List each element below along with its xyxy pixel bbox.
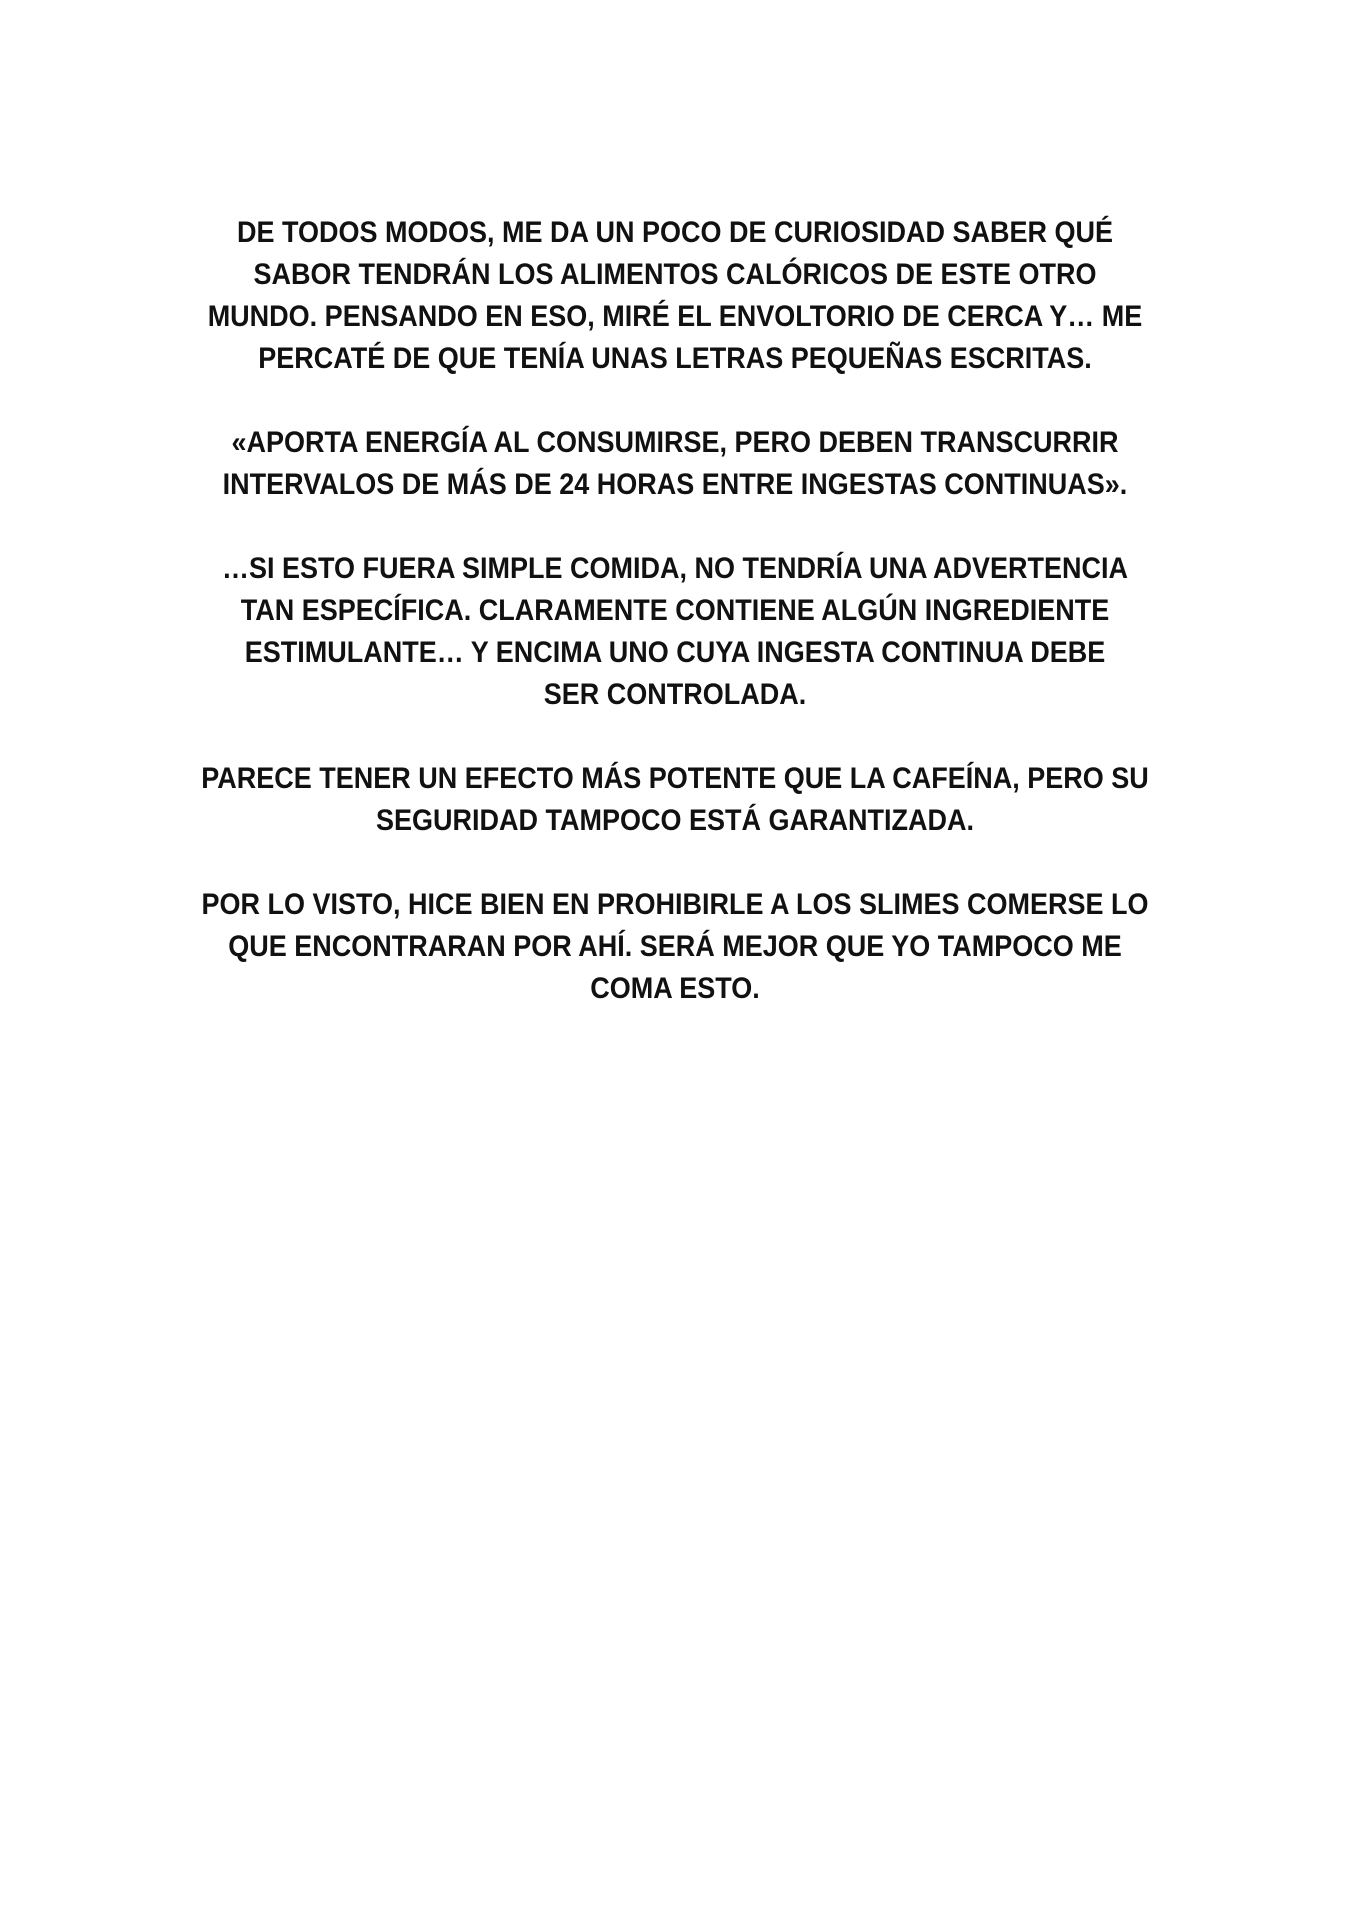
text-line: ESTIMULANTE… Y ENCIMA UNO CUYA INGESTA CONTINUA DEBE bbox=[244, 636, 1106, 669]
text-line: SEGURIDAD TAMPOCO ESTÁ GARANTIZADA. bbox=[375, 804, 974, 837]
paragraph-1 bbox=[167, 212, 1184, 380]
paragraph-5 bbox=[167, 884, 1184, 1010]
text-line: QUE ENCONTRARAN POR AHÍ. SERÁ MEJOR QUE YO TAMPOCO ME bbox=[228, 930, 1122, 963]
text-line: POR LO VISTO, HICE BIEN EN PROHIBIRLE A LOS SLIMES COMERSE LO bbox=[201, 888, 1149, 921]
text-line: SER CONTROLADA. bbox=[543, 678, 807, 711]
text-line: SABOR TENDRÁN LOS ALIMENTOS CALÓRICOS DE ESTE OTRO bbox=[253, 258, 1097, 291]
paragraph-3 bbox=[167, 548, 1184, 716]
text-line: INTERVALOS DE MÁS DE 24 HORAS ENTRE INGESTAS CONTINUAS». bbox=[222, 468, 1128, 501]
text-line: MUNDO. PENSANDO EN ESO, MIRÉ EL ENVOLTORIO DE CERCA Y… ME bbox=[207, 300, 1143, 333]
body-text bbox=[167, 212, 1184, 1052]
text-line: …SI ESTO FUERA SIMPLE COMIDA, NO TENDRÍA UNA ADVERTENCIA bbox=[221, 552, 1129, 585]
text-line: PERCATÉ DE QUE TENÍA UNAS LETRAS PEQUEÑAS ESCRITAS. bbox=[258, 342, 1092, 375]
paragraph-2 bbox=[167, 422, 1184, 506]
text-line: COMA ESTO. bbox=[590, 972, 760, 1005]
text-line: TAN ESPECÍFICA. CLARAMENTE CONTIENE ALGÚN INGREDIENTE bbox=[240, 594, 1110, 627]
text-line: DE TODOS MODOS, ME DA UN POCO DE CURIOSIDAD SABER QUÉ bbox=[236, 216, 1114, 249]
text-line: PARECE TENER UN EFECTO MÁS POTENTE QUE LA CAFEÍNA, PERO SU bbox=[201, 762, 1149, 795]
text-line: «APORTA ENERGÍA AL CONSUMIRSE, PERO DEBEN TRANSCURRIR bbox=[231, 426, 1119, 459]
paragraph-4 bbox=[167, 758, 1184, 842]
